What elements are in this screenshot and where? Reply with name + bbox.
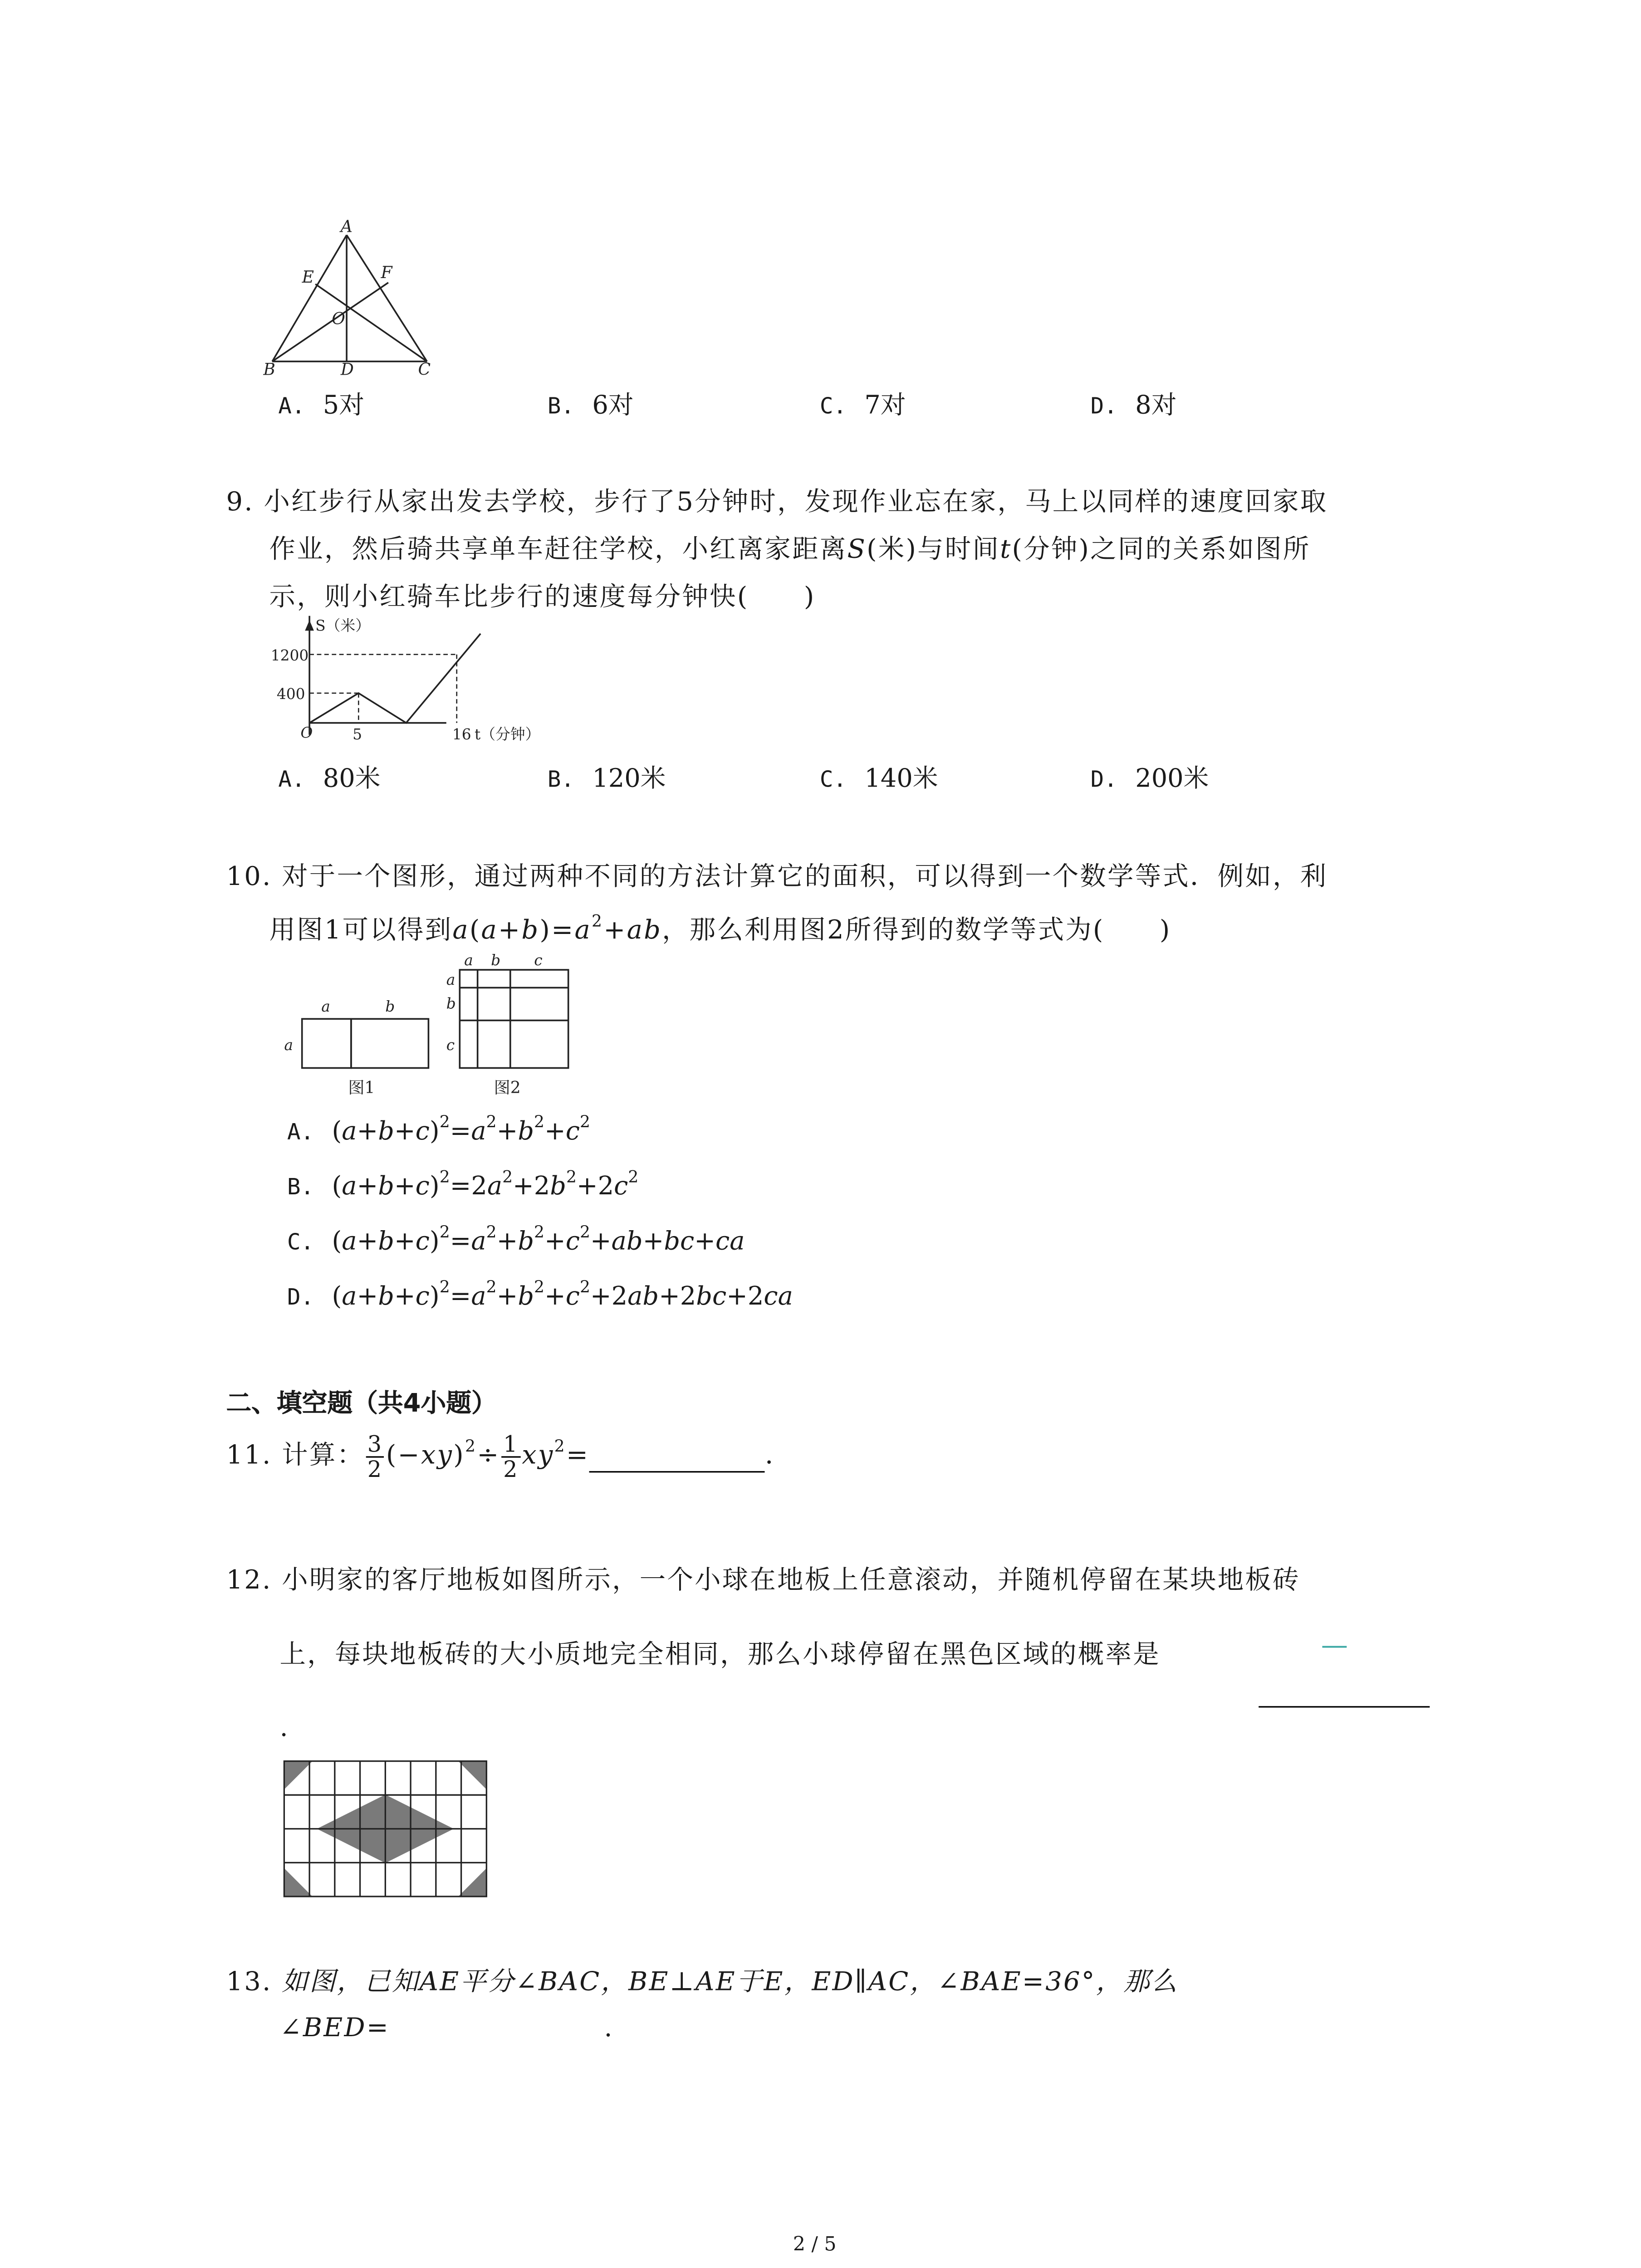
fig2-top-a: a bbox=[464, 952, 473, 969]
q9-text-1: 小红步行从家出发去学校，步行了5分钟时，发现作业忘在家，马上以同样的速度回家取 bbox=[264, 488, 1328, 518]
q9-option-d[interactable] bbox=[1091, 757, 1209, 794]
question-number: 10. bbox=[226, 862, 272, 893]
fig1-b-top: b bbox=[385, 997, 395, 1015]
option-label: D. bbox=[287, 1283, 314, 1310]
q9-option-a[interactable] bbox=[278, 757, 380, 794]
option-label: A. bbox=[278, 766, 305, 793]
q12-line1 bbox=[226, 1560, 1300, 1598]
x-tick-5: 5 bbox=[353, 725, 362, 743]
q8-option-b[interactable] bbox=[548, 384, 634, 421]
fig2-top-b: b bbox=[491, 952, 501, 969]
y-axis-label: S（米） bbox=[315, 617, 371, 635]
q9-text-2c: (分钟)之同的关系如图所 bbox=[1012, 535, 1311, 566]
question-number: 9. bbox=[226, 488, 254, 518]
q11-answer-blank[interactable] bbox=[589, 1442, 765, 1473]
option-label: B. bbox=[287, 1173, 314, 1201]
floor-tile-figure bbox=[283, 1760, 490, 1899]
q11-suffix: ． bbox=[765, 1441, 793, 1471]
q10-option-d[interactable]: D. $(a+b+c)^2=a^2+b^2+c^2+2ab+2bc+2ca$ bbox=[287, 1277, 793, 1312]
label-O: O bbox=[332, 309, 345, 328]
label-D: D bbox=[340, 360, 354, 379]
q9-text-2b: (米)与时间 bbox=[867, 535, 1000, 566]
fig1-a-left: a bbox=[284, 1036, 293, 1054]
fig1-a-top: a bbox=[321, 997, 330, 1015]
q13-period: . bbox=[604, 2014, 614, 2044]
page-number: 2 / 5 bbox=[793, 2234, 837, 2257]
q9-var-s: S bbox=[847, 535, 867, 566]
option-label: A. bbox=[287, 1118, 314, 1145]
q13-text-1: 如图，已知AE平分∠BAC，BE⊥AE于E，ED∥AC，∠BAE=36°，那么 bbox=[282, 1968, 1179, 1998]
q12-dash: — bbox=[1321, 1630, 1348, 1662]
q10-option-a[interactable]: A. $(a+b+c)^2=a^2+b^2+c^2$ bbox=[287, 1112, 590, 1147]
option-label: C. bbox=[819, 392, 847, 420]
fig2-caption: 图2 bbox=[494, 1078, 521, 1098]
option-text: 140米 bbox=[864, 764, 938, 795]
q10-line1 bbox=[226, 857, 1327, 894]
label-A: A bbox=[340, 217, 353, 236]
q11-prefix: 计算： bbox=[282, 1441, 365, 1471]
y-tick-1200: 1200 bbox=[270, 646, 309, 664]
q10-example-formula: a bbox=[452, 916, 470, 946]
q8-option-c[interactable] bbox=[820, 384, 906, 421]
option-text: 120米 bbox=[592, 764, 666, 795]
q9-text-2a: 作业，然后骑共享单车赶往学校，小红离家距离 bbox=[269, 535, 847, 566]
q10-option-c[interactable]: C. $(a+b+c)^2=a^2+b^2+c^2+ab+bc+ca$ bbox=[287, 1222, 745, 1257]
option-label: C. bbox=[287, 1228, 314, 1256]
q10-line2: 用图1可以得到$a(a+b)=a^2+ab$，那么利用图2所得到的数学等式为( ) bbox=[269, 912, 1171, 946]
fig2-left-c: c bbox=[446, 1036, 455, 1054]
q12-text-1: 小明家的客厅地板如图所示，一个小球在地板上任意滚动，并随机停留在某块地板砖 bbox=[282, 1566, 1300, 1596]
q13-line1 bbox=[226, 1962, 1178, 1999]
option-label: B. bbox=[547, 766, 574, 793]
fraction-three-halves: $\frac{3}{2}$ bbox=[366, 1432, 384, 1481]
label-E: E bbox=[302, 268, 314, 287]
q10-text-1: 对于一个图形，通过两种不同的方法计算它的面积，可以得到一个数学等式．例如，利 bbox=[282, 862, 1328, 893]
option-label: C. bbox=[819, 766, 847, 793]
option-label: A. bbox=[278, 392, 305, 420]
option-text: 6对 bbox=[592, 391, 634, 421]
option-text: 8对 bbox=[1135, 391, 1177, 421]
option-text: 80米 bbox=[323, 764, 381, 795]
q9-line2 bbox=[269, 529, 1311, 567]
question-number: 12. bbox=[226, 1566, 272, 1596]
fig1-caption: 图1 bbox=[348, 1078, 375, 1098]
question-number: 13. bbox=[226, 1968, 272, 1998]
q9-option-c[interactable] bbox=[820, 757, 938, 794]
option-label: D. bbox=[1090, 392, 1117, 420]
q8-option-d[interactable] bbox=[1091, 384, 1177, 421]
q12-line2: 上，每块地板砖的大小质地完全相同，那么小球停留在黑色区域的概率是 bbox=[279, 1640, 1161, 1671]
area-figures bbox=[277, 952, 589, 1101]
q11: 11. 计算： $\frac{3}{2}$ $(-xy)^2\div$ $\frac{1}{2}$ $xy^2=$ ． bbox=[226, 1431, 793, 1483]
option-label: B. bbox=[547, 392, 574, 420]
q9-var-t: t bbox=[1000, 535, 1012, 566]
option-text: 7对 bbox=[864, 391, 906, 421]
x-axis-label: t（分钟） bbox=[475, 725, 540, 743]
section-heading: 二、填空题（共4小题） bbox=[226, 1389, 497, 1419]
q9-option-b[interactable] bbox=[548, 757, 666, 794]
fig2-left-b: b bbox=[446, 995, 456, 1012]
label-C: C bbox=[418, 360, 431, 379]
triangle-figure bbox=[262, 217, 441, 381]
q9-line1 bbox=[226, 482, 1327, 519]
fig2-left-a: a bbox=[446, 971, 456, 988]
label-B: B bbox=[263, 360, 275, 379]
option-text: 200米 bbox=[1135, 764, 1209, 795]
fraction-one-half: $\frac{1}{2}$ bbox=[502, 1432, 520, 1481]
q9-line3: 示，则小红骑车比步行的速度每分钟快( ) bbox=[269, 583, 816, 613]
q12-answer-blank[interactable] bbox=[1259, 1706, 1430, 1707]
q10-text-2b: ，那么利用图2所得到的数学等式为( ) bbox=[662, 916, 1171, 946]
x-tick-16: 16 bbox=[452, 725, 471, 743]
option-text: 5对 bbox=[323, 391, 365, 421]
origin-label: O bbox=[300, 724, 313, 742]
question-number: 11. bbox=[226, 1441, 272, 1471]
q13-line2: ∠BED= bbox=[279, 2014, 390, 2044]
fig2-top-c: c bbox=[534, 952, 543, 969]
y-tick-400: 400 bbox=[276, 685, 305, 703]
q8-option-a[interactable] bbox=[278, 384, 364, 421]
distance-time-graph bbox=[268, 616, 565, 750]
q12-period: . bbox=[279, 1713, 290, 1744]
option-label: D. bbox=[1090, 766, 1117, 793]
q10-option-b[interactable]: B. $(a+b+c)^2=2a^2+2b^2+2c^2$ bbox=[287, 1168, 639, 1202]
q10-text-2a: 用图1可以得到 bbox=[269, 916, 453, 946]
label-F: F bbox=[381, 263, 392, 283]
